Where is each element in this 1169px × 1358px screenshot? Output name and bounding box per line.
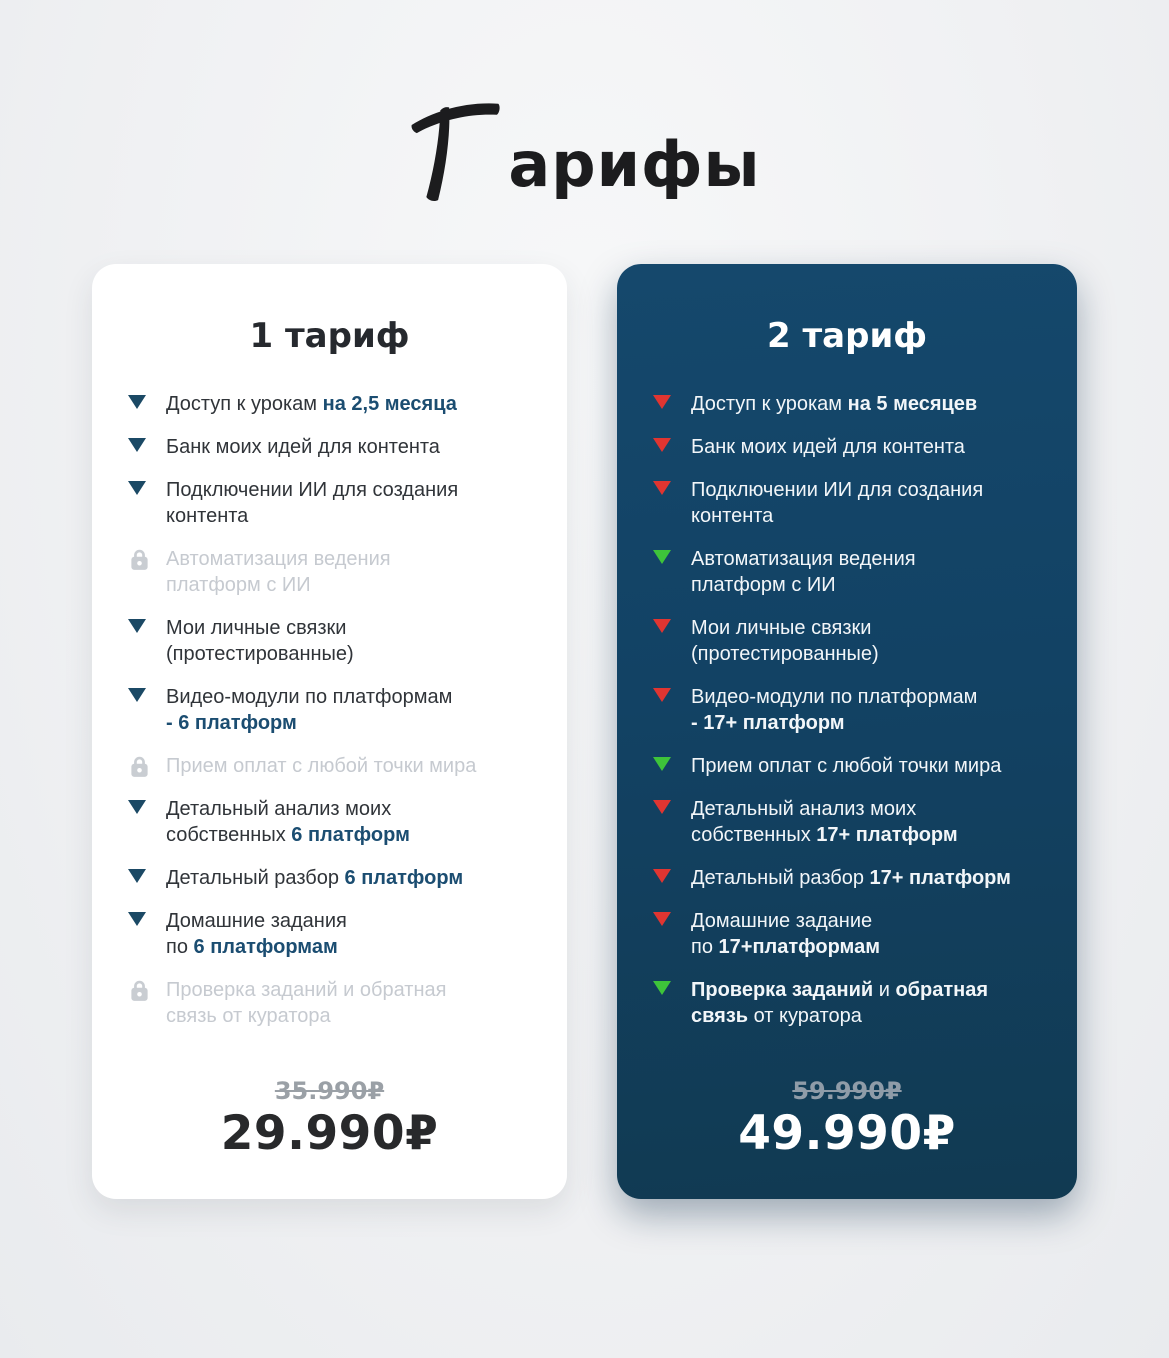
triangle-down-icon bbox=[128, 908, 154, 926]
feature-item bbox=[653, 684, 1041, 736]
feature-text: Подключении ИИ для создания контента bbox=[166, 478, 459, 527]
feature-text: Мои личные связки (протестированные) bbox=[691, 616, 879, 665]
price-block bbox=[128, 1077, 531, 1161]
feature-text: Детальный анализ моих собственных 17+ платформ bbox=[691, 797, 958, 846]
triangle-down-icon bbox=[653, 434, 679, 452]
feature-text: Автоматизация ведения платформ с ИИ bbox=[691, 547, 916, 596]
triangle-down-icon bbox=[653, 977, 679, 995]
lock-icon bbox=[128, 977, 154, 1003]
brush-letter-t-icon bbox=[408, 94, 502, 206]
feature-text: Прием оплат с любой точки мира bbox=[166, 754, 477, 777]
old-price: 35.990₽ bbox=[274, 1076, 385, 1105]
feature-item bbox=[128, 434, 531, 460]
plan-title: 1 тариф bbox=[249, 316, 410, 356]
feature-item bbox=[128, 546, 531, 598]
current-price: 29.990₽ bbox=[220, 1105, 439, 1161]
triangle-down-icon bbox=[128, 684, 154, 702]
feature-text: Банк моих идей для контента bbox=[166, 435, 440, 458]
plan-title: 2 тариф bbox=[766, 316, 928, 356]
feature-item bbox=[128, 753, 531, 779]
feature-text: Мои личные связки (протестированные) bbox=[166, 616, 354, 665]
feature-item bbox=[653, 977, 1041, 1029]
feature-item bbox=[128, 477, 531, 529]
triangle-down-icon bbox=[128, 615, 154, 633]
feature-item bbox=[653, 908, 1041, 960]
triangle-down-icon bbox=[653, 865, 679, 883]
feature-item bbox=[128, 908, 531, 960]
feature-text: Видео-модули по платформам - 6 платформ bbox=[166, 685, 453, 734]
feature-item bbox=[128, 796, 531, 848]
page-title bbox=[0, 78, 1169, 206]
triangle-down-icon bbox=[653, 391, 679, 409]
triangle-down-icon bbox=[653, 615, 679, 633]
triangle-down-icon bbox=[128, 865, 154, 883]
feature-list bbox=[653, 391, 1041, 1046]
feature-item bbox=[653, 615, 1041, 667]
feature-text: Доступ к урокам на 2,5 месяца bbox=[166, 392, 457, 415]
triangle-down-icon bbox=[653, 908, 679, 926]
triangle-down-icon bbox=[653, 684, 679, 702]
triangle-down-icon bbox=[128, 477, 154, 495]
feature-text: Домашние задания по 6 платформам bbox=[166, 909, 347, 958]
feature-text: Автоматизация ведения платформ с ИИ bbox=[166, 547, 391, 596]
feature-item bbox=[653, 865, 1041, 891]
feature-item bbox=[128, 977, 531, 1029]
current-price: 49.990₽ bbox=[738, 1105, 956, 1161]
feature-item bbox=[653, 796, 1041, 848]
plan-card-2 bbox=[617, 264, 1077, 1199]
triangle-down-icon bbox=[128, 796, 154, 814]
feature-text: Детальный анализ моих собственных 6 платформ bbox=[166, 797, 410, 846]
feature-text: Проверка заданий и обратная связь от куратора bbox=[166, 978, 447, 1027]
triangle-down-icon bbox=[653, 753, 679, 771]
lock-icon bbox=[128, 546, 154, 572]
feature-list bbox=[128, 391, 531, 1046]
feature-text: Детальный разбор 6 платформ bbox=[166, 866, 464, 889]
feature-text: Домашние задание по 17+платформам bbox=[691, 909, 880, 958]
feature-item bbox=[128, 391, 531, 417]
feature-text: Видео-модули по платформам - 17+ платформ bbox=[691, 685, 978, 734]
feature-item bbox=[653, 477, 1041, 529]
lock-icon bbox=[128, 753, 154, 779]
feature-text: Прием оплат с любой точки мира bbox=[691, 754, 1002, 777]
triangle-down-icon bbox=[653, 796, 679, 814]
feature-item bbox=[653, 434, 1041, 460]
triangle-down-icon bbox=[653, 477, 679, 495]
feature-item bbox=[128, 865, 531, 891]
triangle-down-icon bbox=[128, 434, 154, 452]
feature-item bbox=[653, 546, 1041, 598]
feature-text: Детальный разбор 17+ платформ bbox=[691, 866, 1011, 889]
feature-text: Подключении ИИ для создания контента bbox=[691, 478, 984, 527]
feature-text: Банк моих идей для контента bbox=[691, 435, 965, 458]
triangle-down-icon bbox=[653, 546, 679, 564]
pricing-cards bbox=[0, 264, 1169, 1199]
feature-text: Проверка заданий и обратная связь от куратора bbox=[691, 978, 989, 1027]
feature-item bbox=[653, 391, 1041, 417]
old-price: 59.990₽ bbox=[792, 1076, 902, 1105]
page-title-text: арифы bbox=[508, 128, 761, 201]
feature-item bbox=[128, 615, 531, 667]
feature-item bbox=[128, 684, 531, 736]
feature-text: Доступ к урокам на 5 месяцев bbox=[691, 392, 978, 415]
price-block bbox=[653, 1077, 1041, 1161]
triangle-down-icon bbox=[128, 391, 154, 409]
plan-card-1 bbox=[92, 264, 567, 1199]
feature-item bbox=[653, 753, 1041, 779]
